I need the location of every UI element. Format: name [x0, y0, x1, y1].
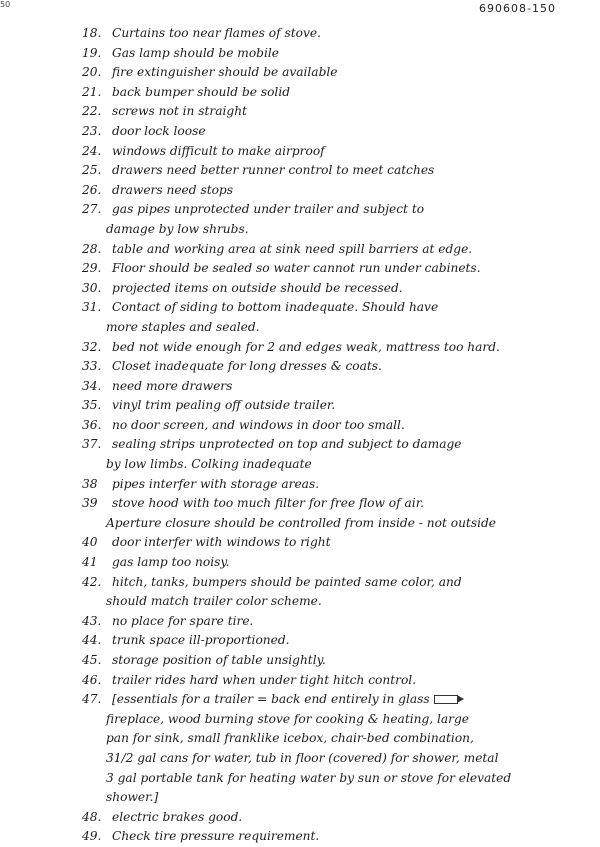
item-text: windows difficult to make airproof [112, 143, 325, 158]
list-item [82, 671, 594, 691]
item-number: 49. [82, 829, 102, 844]
item-number: 46. [82, 672, 102, 687]
list-item [82, 710, 594, 730]
item-number: 27. [82, 202, 102, 217]
list-item [82, 259, 594, 279]
list-item [82, 161, 594, 181]
item-text: should match trailer color scheme. [106, 594, 322, 609]
item-text: shower.] [106, 790, 159, 805]
list-item [82, 729, 594, 749]
item-number: 25. [82, 163, 102, 178]
item-number: 33. [82, 359, 102, 374]
item-text: trunk space ill-proportioned. [112, 633, 290, 648]
item-text: storage position of table unsightly. [112, 653, 326, 667]
list-item [82, 220, 594, 240]
list-item [82, 102, 594, 122]
list-item [82, 455, 594, 475]
item-text: Floor should be sealed so water cannot run under cabinets. [112, 261, 481, 276]
item-number: 31. [82, 300, 102, 315]
item-text: sealing strips unprotected on top and subject to damage [112, 437, 462, 452]
list-item [82, 416, 594, 436]
list-item [82, 475, 594, 495]
item-number: 24. [82, 143, 102, 158]
item-text: table and working area at sink need spill barriers at edge. [112, 241, 473, 256]
item-text: vinyl trim pealing off outside trailer. [112, 398, 336, 413]
item-number: 45. [82, 653, 102, 667]
item-text: 3 gal portable tank for heating water by sun or stove for elevated [106, 770, 512, 785]
list-item [82, 142, 594, 162]
item-text: fire extinguisher should be available [112, 65, 338, 80]
item-number: 32. [82, 339, 102, 354]
item-text: fireplace, wood burning stove for cooking & heating, large [106, 711, 470, 726]
list-item [82, 808, 594, 828]
item-number: 39 [82, 496, 98, 511]
item-number: 37. [82, 437, 102, 452]
item-number: 29. [82, 261, 102, 276]
item-number: 18. [82, 26, 102, 40]
document-id: 690608-150 [479, 2, 556, 15]
item-text: back bumper should be solid [112, 84, 291, 99]
list-item [82, 651, 594, 671]
item-text: trailer rides hard when under tight hitch control. [112, 672, 417, 687]
item-text: Gas lamp should be mobile [112, 45, 279, 60]
item-number: 35. [82, 398, 102, 413]
item-number: 44. [82, 633, 102, 648]
list-item [82, 181, 594, 201]
list-item [82, 24, 594, 44]
item-text: Check tire pressure requirement. [112, 829, 320, 844]
item-text: drawers need better runner control to meet catches [112, 163, 435, 178]
item-text: bed not wide enough for 2 and edges weak, mattress too hard. [112, 339, 500, 354]
list-item [82, 318, 594, 338]
list-item [82, 592, 594, 612]
item-text: door lock loose [112, 123, 206, 138]
list-item [82, 83, 594, 103]
list-item [82, 44, 594, 64]
item-number: 34. [82, 378, 102, 393]
list-item [82, 435, 594, 455]
item-text: Aperture closure should be controlled from inside - not outside [106, 515, 496, 530]
item-number: 48. [82, 809, 102, 824]
item-text: no place for spare tire. [112, 613, 254, 628]
handwritten-list [82, 24, 594, 847]
edge-mark: 50 [0, 0, 11, 9]
item-text: more staples and sealed. [106, 319, 260, 334]
item-text: pan for sink, small franklike icebox, chair-bed combination, [106, 731, 474, 746]
list-item [82, 122, 594, 142]
item-number: 19. [82, 45, 102, 60]
item-text: Contact of siding to bottom inadequate. Should have [112, 300, 439, 315]
item-text: need more drawers [112, 378, 233, 393]
item-text: 31/2 gal cans for water, tub in floor (covered) for shower, metal [106, 750, 499, 765]
item-number: 36. [82, 417, 102, 432]
item-text: Closet inadequate for long dresses & coats. [112, 359, 382, 374]
item-text: pipes interfer with storage areas. [112, 476, 320, 491]
item-number: 40 [82, 535, 98, 550]
item-number: 22. [82, 104, 102, 119]
item-text: stove hood with too much filter for free flow of air. [112, 496, 425, 511]
list-item [82, 357, 594, 377]
list-item [82, 631, 594, 651]
list-item [82, 338, 594, 358]
item-number: 43. [82, 613, 102, 628]
list-item [82, 827, 594, 847]
item-number: 20. [82, 65, 102, 80]
pencil-sketch-icon [434, 695, 458, 704]
item-text: by low limbs. Colking inadequate [106, 457, 312, 472]
list-item [82, 533, 594, 553]
item-text: no door screen, and windows in door too small. [112, 417, 405, 432]
list-item [82, 514, 594, 534]
item-text: electric brakes good. [112, 809, 243, 824]
item-text: door interfer with windows to right [112, 535, 331, 550]
item-text: gas pipes unprotected under trailer and subject to [112, 202, 425, 217]
item-text: drawers need stops [112, 182, 233, 197]
item-number: 42. [82, 574, 102, 589]
list-item [82, 279, 594, 299]
list-item [82, 240, 594, 260]
list-item [82, 63, 594, 83]
item-text: Curtains too near flames of stove. [112, 26, 321, 40]
list-item [82, 769, 594, 789]
list-item [82, 690, 594, 710]
item-text: damage by low shrubs. [106, 221, 249, 236]
list-item [82, 396, 594, 416]
item-number: 23. [82, 123, 102, 138]
item-number: 41 [82, 555, 98, 570]
item-number: 30. [82, 280, 102, 295]
item-text: screws not in straight [112, 104, 247, 119]
item-number: 28. [82, 241, 102, 256]
list-item [82, 788, 594, 808]
item-text: [essentials for a trailer = back end entirely in glass [112, 692, 430, 707]
list-item [82, 612, 594, 632]
item-number: 47. [82, 692, 102, 707]
item-number: 21. [82, 84, 102, 99]
item-text: projected items on outside should be recessed. [112, 280, 403, 295]
list-item [82, 298, 594, 318]
item-text: gas lamp too noisy. [112, 555, 230, 570]
item-number: 26. [82, 182, 102, 197]
list-item [82, 573, 594, 593]
list-item [82, 553, 594, 573]
list-item [82, 377, 594, 397]
list-item [82, 494, 594, 514]
list-item [82, 200, 594, 220]
item-text: hitch, tanks, bumpers should be painted same color, and [112, 574, 462, 589]
item-number: 38 [82, 476, 98, 491]
list-item [82, 749, 594, 769]
